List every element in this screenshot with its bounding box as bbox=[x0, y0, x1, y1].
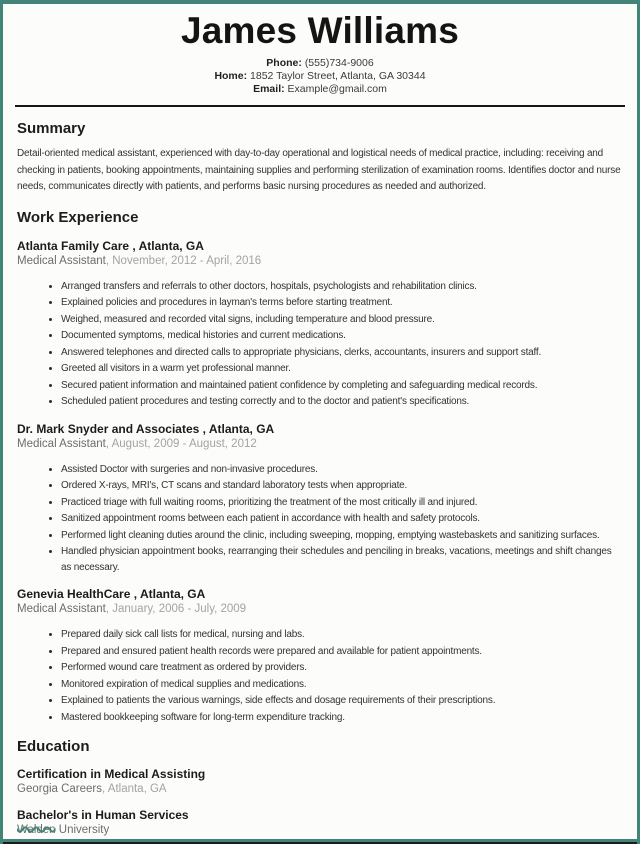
email-label: Email: bbox=[253, 83, 285, 95]
bullet-item: • Scheduled patient procedures and testing correctly and to the doctor and patient's specifications. bbox=[61, 394, 617, 410]
contact-home-line bbox=[3, 70, 637, 83]
work-experience-heading: Work Experience bbox=[17, 208, 139, 226]
job-dates: , January, 2006 - July, 2009 bbox=[105, 603, 247, 615]
contact-block bbox=[3, 57, 637, 96]
email-value: Example@gmail.com bbox=[287, 83, 387, 95]
bullet-item: • Assisted Doctor with surgeries and non-invasive procedures. bbox=[61, 462, 617, 478]
education-entry bbox=[17, 808, 623, 838]
job-company-line: Atlanta Family Care , Atlanta, GA bbox=[17, 238, 204, 253]
bullet-item: • Documented symptoms, medical histories and current medications. bbox=[61, 328, 617, 344]
summary-heading: Summary bbox=[17, 120, 86, 137]
degree-title: Bachelor's in Human Services bbox=[17, 808, 189, 822]
bullet-item: • Greeted all visitors in a warm yet professional manner. bbox=[61, 361, 617, 377]
school-name: Georgia Careers bbox=[17, 783, 103, 795]
job-subtitle bbox=[17, 602, 623, 617]
bullet-item: • Mastered bookkeeping software for long-term expenditure tracking. bbox=[61, 710, 617, 726]
bullet-item: • Performed light cleaning duties around the clinic, including sweeping, mopping, emptying wastebaskets and sanitizing surfaces. bbox=[61, 528, 617, 544]
bullet-item: • Performed wound care treatment as ordered by providers. bbox=[61, 660, 617, 676]
bullet-item: • Explained to patients the various warnings, side effects and dosage requirements of their prescriptions. bbox=[61, 693, 617, 709]
job-dates: , November, 2012 - April, 2016 bbox=[105, 254, 262, 267]
job-subtitle bbox=[17, 437, 623, 452]
summary-text: Detail-oriented medical assistant, experienced with day-to-day operational and logistical needs of medical practice, including: receiving and checking in patients, booking appointments, maintaining supplies and performing sterilization of examination rooms. Identifies doctor and nurse needs, communicates directly with patients, and performs basic nursing procedures as needed and authorized. bbox=[17, 148, 621, 192]
school-line bbox=[17, 823, 623, 838]
school-location: , Atlanta, GA bbox=[102, 783, 167, 795]
bullet-item: • Arranged transfers and referrals to other doctors, hospitals, psychologists and rehabilitation clinics. bbox=[61, 279, 617, 295]
bullet-item: • Ordered X-rays, MRI's, CT scans and standard laboratory tests when appropriate. bbox=[61, 478, 617, 494]
education-entry bbox=[17, 767, 623, 797]
job-company-line: Dr. Mark Snyder and Associates , Atlanta, GA bbox=[17, 421, 275, 436]
bullet-item: • Handled physician appointment books, rearranging their schedules and penciling in breaks, vacations, meetings and shift changes as necessary. bbox=[61, 544, 617, 575]
bullet-item: • Sanitized appointment rooms between each patient in accordance with health and safety protocols. bbox=[61, 511, 617, 527]
job-dates: , August, 2009 - August, 2012 bbox=[105, 437, 257, 450]
school-name: University bbox=[55, 824, 110, 836]
degree-title: Certification in Medical Assisting bbox=[17, 767, 206, 781]
job-entry bbox=[17, 587, 623, 725]
contact-email-line bbox=[3, 83, 637, 96]
bullet-item: • Monitored expiration of medical supplies and medications. bbox=[61, 677, 617, 693]
job-company-line: Genevia HealthCare , Atlanta, GA bbox=[17, 587, 206, 601]
school-name-struck: Walden bbox=[17, 824, 56, 836]
bullet-item: • Prepared daily sick call lists for medical, nursing and labs. bbox=[61, 627, 617, 643]
person-name: James Williams bbox=[180, 10, 460, 51]
bullet-item: • Secured patient information and maintained patient confidence by completing and safeguarding medical records. bbox=[61, 378, 617, 394]
home-value: 1852 Taylor Street, Atlanta, GA 30344 bbox=[250, 70, 426, 82]
contact-phone-line bbox=[3, 57, 637, 70]
job-title: Medical Assistant bbox=[17, 603, 106, 615]
job-bullet-list bbox=[17, 627, 623, 725]
phone-label: Phone: bbox=[266, 57, 302, 69]
school-line bbox=[17, 782, 623, 797]
bullet-item: • Prepared and ensured patient health records were prepared and available for patient appointments. bbox=[61, 644, 617, 660]
phone-value: (555)734-9006 bbox=[304, 57, 374, 69]
job-bullet-list bbox=[17, 279, 623, 410]
bullet-item: • Explained policies and procedures in layman's terms before starting treatment. bbox=[61, 295, 617, 311]
job-bullet-list bbox=[17, 462, 623, 576]
bullet-item: • Practiced triage with full waiting rooms, prioritizing the treatment of the most critically ill and injured. bbox=[61, 495, 617, 511]
header-divider bbox=[15, 105, 625, 107]
job-entry bbox=[17, 239, 623, 410]
bullet-item: • Answered telephones and directed calls to appropriate physicians, clerks, accountants, insurers and support staff. bbox=[61, 345, 617, 361]
education-heading: Education bbox=[17, 738, 90, 755]
job-title: Medical Assistant bbox=[17, 437, 106, 450]
job-subtitle bbox=[17, 254, 623, 269]
bullet-item: • Weighed, measured and recorded vital signs, including temperature and blood pressure. bbox=[61, 312, 617, 328]
job-title: Medical Assistant bbox=[17, 254, 106, 267]
job-entry bbox=[17, 422, 623, 576]
home-label: Home: bbox=[214, 70, 248, 82]
